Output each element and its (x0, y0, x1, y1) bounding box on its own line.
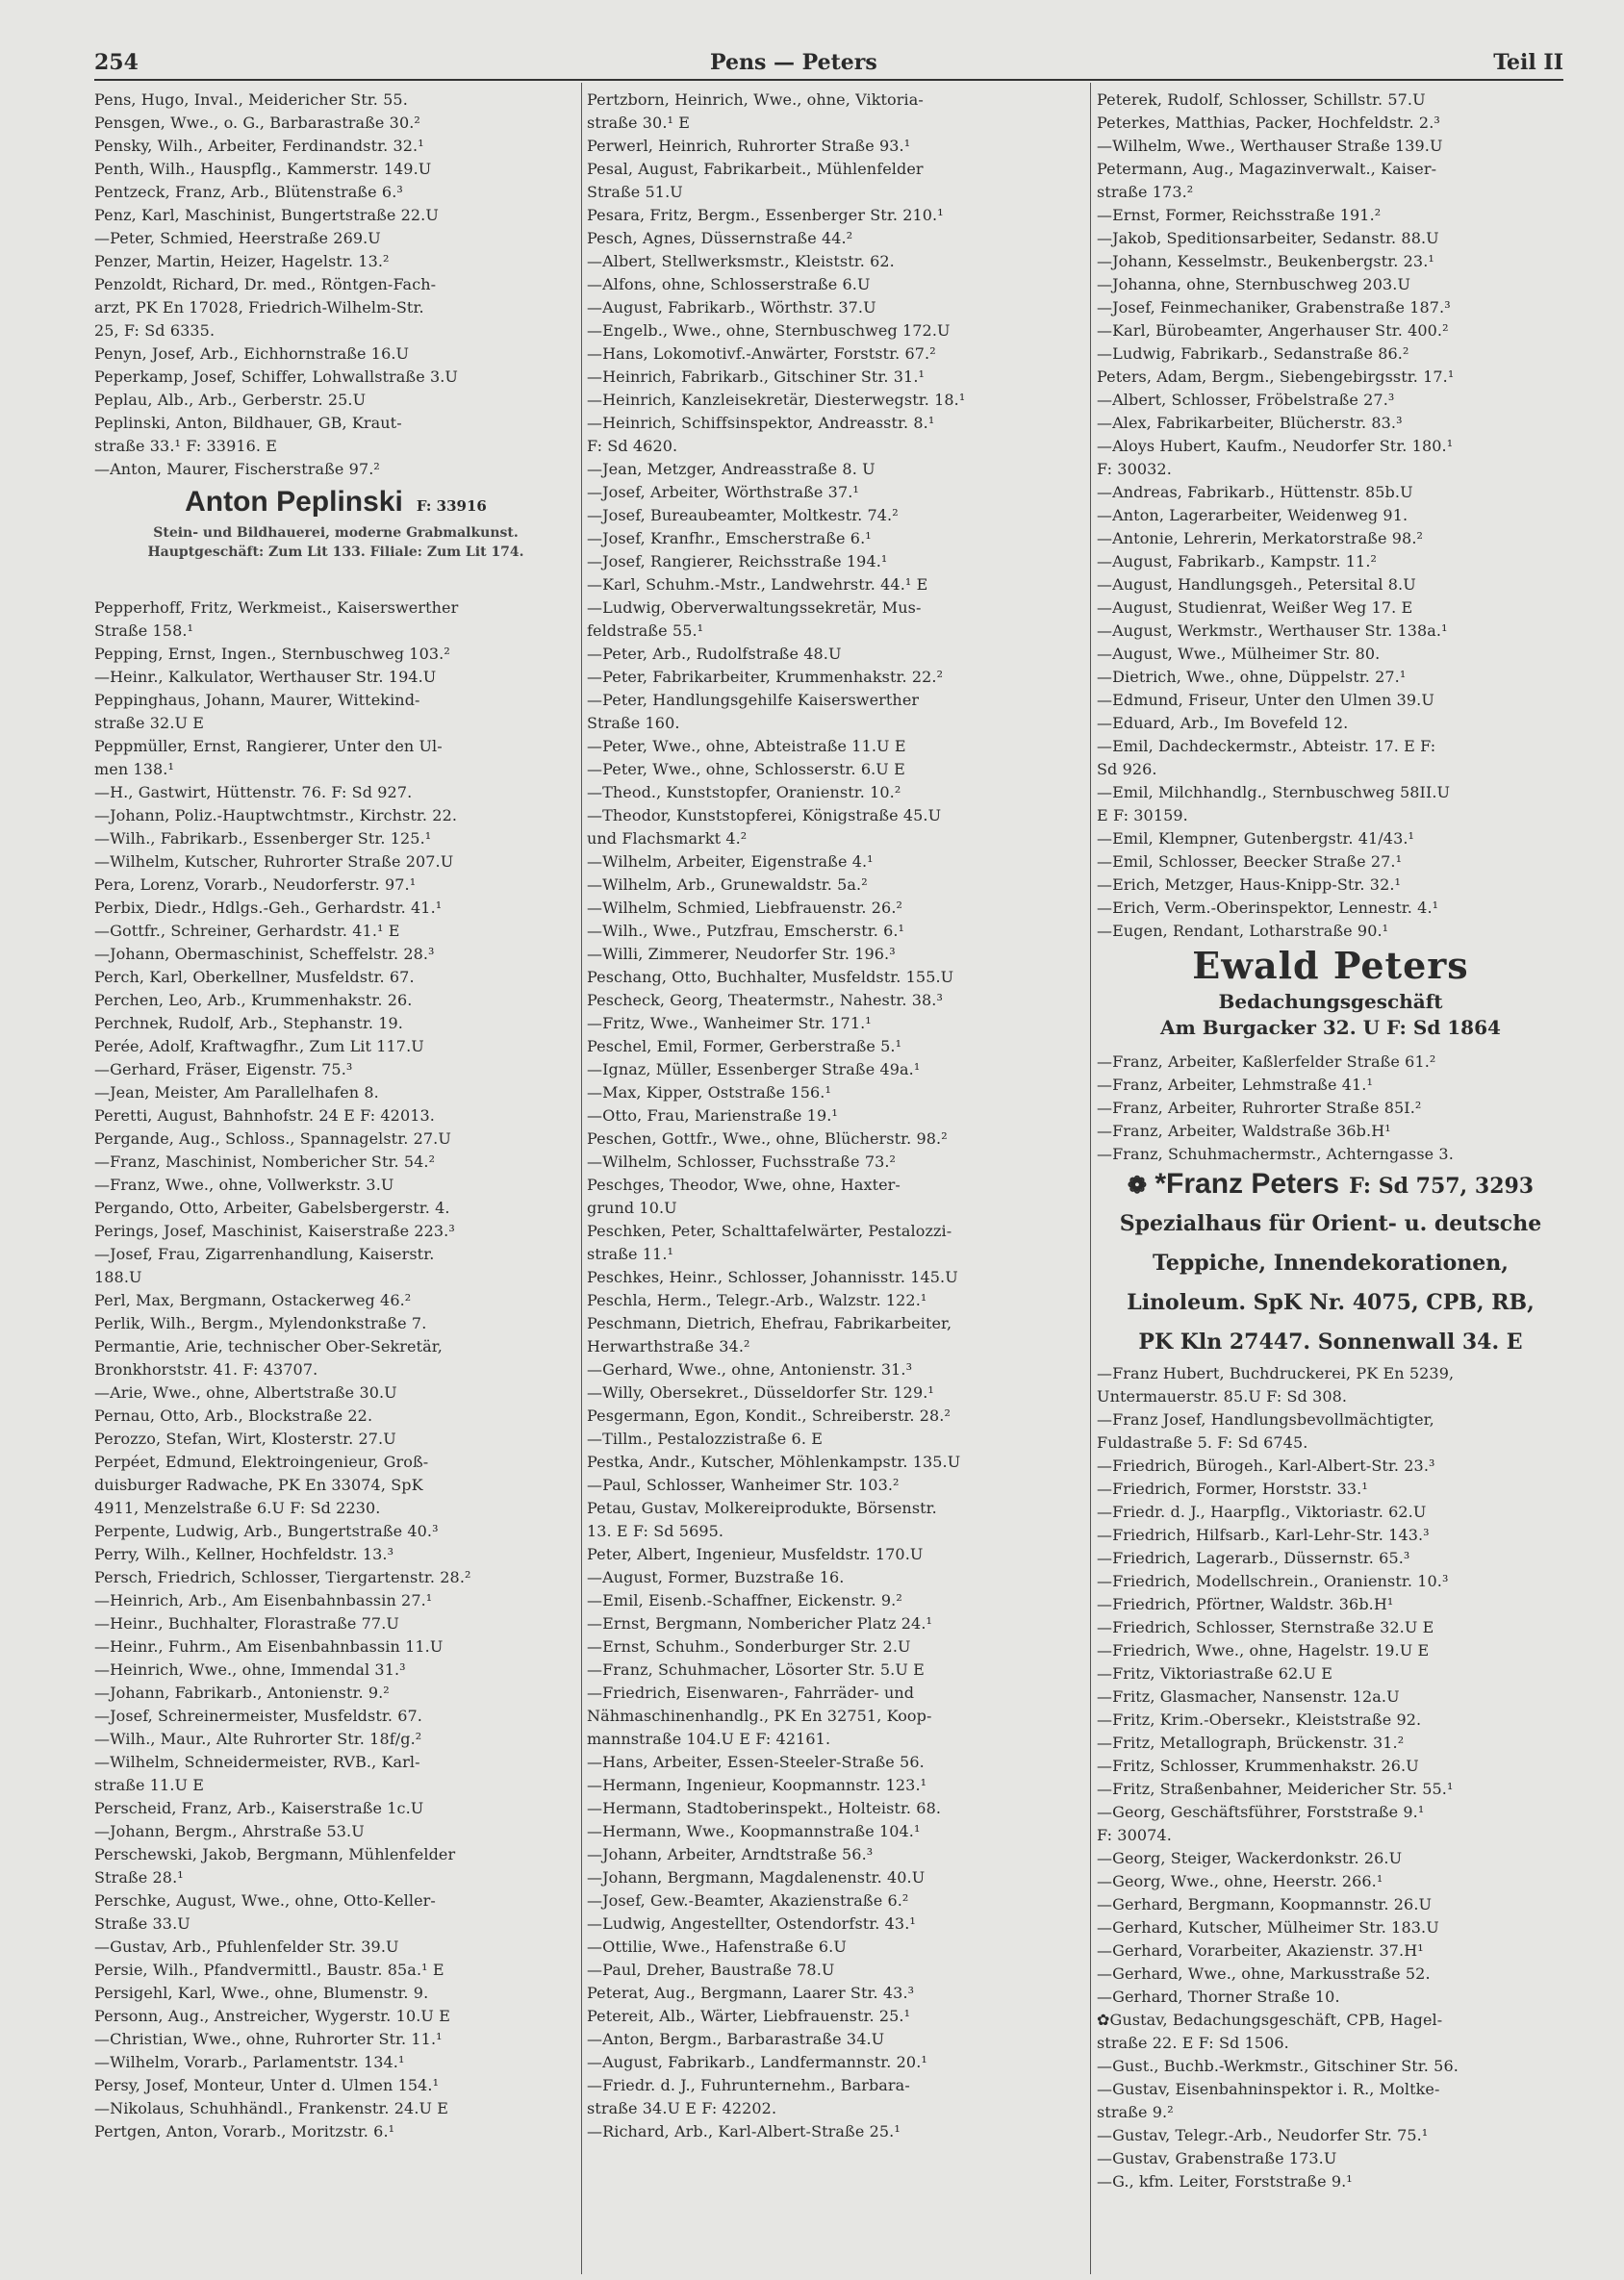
directory-entry-line: —Franz, Schuhmacher, Lösorter Str. 5.U E (587, 1660, 925, 1679)
directory-entry-line: ✿Gustav, Bedachungsgeschäft, CPB, Hagel- (1097, 2011, 1443, 2029)
directory-entry-line: Peppmüller, Ernst, Rangierer, Unter den Ul- (94, 737, 443, 755)
directory-entry-line: —Heinrich, Wwe., ohne, Immendal 31.³ (94, 1660, 406, 1679)
directory-entry-line: Peperkamp, Josef, Schiffer, Lohwallstraße 3.U (94, 367, 459, 386)
directory-entry-line: —Peter, Schmied, Heerstraße 269.U (94, 229, 381, 247)
directory-entry-line: Pesal, August, Fabrikarbeit., Mühlenfelder (587, 160, 924, 178)
advertisement-franz-peters (1097, 1166, 1564, 1362)
directory-entry-line: —Josef, Bureaubeamter, Moltkestr. 74.² (587, 506, 899, 524)
directory-entry-line: —Jean, Metzger, Andreasstraße 8. U (587, 460, 875, 478)
directory-entry-line: —Wilh., Wwe., Putzfrau, Emscherstr. 6.¹ (587, 922, 905, 940)
directory-entry-line: 13. E F: Sd 5695. (587, 1522, 724, 1540)
directory-entry-line: —Ernst, Former, Reichsstraße 191.² (1097, 206, 1382, 224)
directory-entry-line: Persie, Wilh., Pfandvermittl., Baustr. 85a.¹ E (94, 1961, 444, 1979)
directory-entry-line: Peschges, Theodor, Wwe, ohne, Haxter- (587, 1176, 901, 1194)
directory-entry-line: —August, Werkmstr., Werthauser Str. 138a.¹ (1097, 621, 1448, 640)
directory-entry-line: Nähmaschinenhandlg., PK En 32751, Koop- (587, 1707, 932, 1725)
directory-entry-line: straße 33.¹ F: 33916. E (94, 437, 278, 455)
directory-entry-line: —August, Wwe., Mülheimer Str. 80. (1097, 645, 1381, 663)
directory-entry-line: —Arie, Wwe., ohne, Albertstraße 30.U (94, 1383, 397, 1402)
directory-entry-line: —Gerhard, Bergmann, Koopmannstr. 26.U (1097, 1895, 1433, 1913)
directory-entry-line: straße 11.U E (94, 1776, 205, 1794)
directory-entry-line: —Josef, Feinmechaniker, Grabenstraße 187.³ (1097, 298, 1451, 317)
directory-entry-line: Perée, Adolf, Kraftwagfhr., Zum Lit 117.U (94, 1037, 424, 1055)
directory-entry-line: —Emil, Klempner, Gutenbergstr. 41/43.¹ (1097, 829, 1415, 848)
directory-entry-line: Perwerl, Heinrich, Ruhrorter Straße 93.¹ (587, 137, 911, 155)
directory-entry-line: Peschen, Gottfr., Wwe., ohne, Blücherstr. 98.² (587, 1129, 948, 1148)
directory-entry-line: —Wilhelm, Kutscher, Ruhrorter Straße 207.U (94, 852, 454, 871)
directory-entry-line: —Erich, Metzger, Haus-Knipp-Str. 32.¹ (1097, 875, 1402, 894)
directory-entry-line: —Eugen, Rendant, Lotharstraße 90.¹ (1097, 922, 1389, 940)
ad-title (1097, 1166, 1564, 1204)
ad-phone: F: Sd 757, 3293 (1349, 1174, 1535, 1199)
directory-entry-line: Penth, Wilh., Hauspflg., Kammerstr. 149.U (94, 160, 432, 178)
directory-entry-line: —Johann, Poliz.-Hauptwchtmstr., Kirchstr. 22. (94, 806, 458, 824)
directory-entry-line: Pernau, Otto, Arb., Blockstraße 22. (94, 1406, 373, 1425)
directory-entry-line: feldstraße 55.¹ (587, 621, 704, 640)
directory-entry-line: Pensgen, Wwe., o. G., Barbarastraße 30.² (94, 114, 420, 132)
directory-entry-line: E F: 30159. (1097, 806, 1188, 824)
directory-entry-line: —Erich, Verm.-Oberinspektor, Lennestr. 4.¹ (1097, 899, 1439, 917)
ad-title (94, 481, 577, 523)
directory-entry-line: Pensky, Wilh., Arbeiter, Ferdinandstr. 32.¹ (94, 137, 424, 155)
directory-entry-line: —Otto, Frau, Marienstraße 19.¹ (587, 1106, 838, 1125)
directory-entry-line: —Friedrich, Former, Horststr. 33.¹ (1097, 1480, 1368, 1498)
directory-entry-line: —Gerhard, Wwe., ohne, Antonienstr. 31.³ (587, 1360, 913, 1379)
directory-entry-line: —Andreas, Fabrikarb., Hüttenstr. 85b.U (1097, 483, 1413, 501)
directory-entry-line: —Fritz, Schlosser, Krummenhakstr. 26.U (1097, 1757, 1419, 1775)
column-divider (581, 83, 582, 2274)
directory-entry-line: —Anton, Bergm., Barbarastraße 34.U (587, 2030, 885, 2048)
directory-entry-line: Pesgermann, Egon, Kondit., Schreiberstr. 28.² (587, 1406, 951, 1425)
page-header (94, 50, 1563, 81)
directory-entry-line: —Gustav, Grabenstraße 173.U (1097, 2149, 1337, 2167)
directory-entry-line: —August, Handlungsgeh., Petersital 8.U (1097, 575, 1416, 594)
page-range: Pens — Peters (710, 50, 877, 75)
directory-entry-line: Fuldastraße 5. F: Sd 6745. (1097, 1433, 1308, 1452)
directory-entry-line: —Johann, Bergmann, Magdalenenstr. 40.U (587, 1868, 926, 1887)
directory-entry-line: —Willi, Zimmerer, Neudorfer Str. 196.³ (587, 945, 896, 963)
directory-entry-line: F: 30032. (1097, 460, 1172, 478)
directory-entry-line: —Franz, Arbeiter, Ruhrorter Straße 85I.² (1097, 1099, 1422, 1117)
directory-entry-line: Peschken, Peter, Schalttafelwärter, Pestalozzi- (587, 1222, 952, 1240)
directory-entry-line: —H., Gastwirt, Hüttenstr. 76. F: Sd 927. (94, 783, 413, 801)
directory-entry-line: —Johann, Kesselmstr., Beukenbergstr. 23.¹ (1097, 252, 1434, 270)
ad-line: PK Kln 27447. Sonnenwall 34. E (1138, 1330, 1523, 1355)
directory-entry-line: Persigehl, Karl, Wwe., ohne, Blumenstr. 9. (94, 1984, 429, 2002)
directory-entry-line: Perpente, Ludwig, Arb., Bungertstraße 40.³ (94, 1522, 439, 1540)
directory-entry-line: Straße 28.¹ (94, 1868, 184, 1887)
page-part: Teil II (1493, 50, 1563, 75)
ad-line: Stein- und Bildhauerei, moderne Grabmalkunst. (153, 525, 519, 541)
directory-entry-line: 188.U (94, 1268, 142, 1286)
directory-entry-line: Perlik, Wilh., Bergm., Mylendonkstraße 7. (94, 1314, 427, 1332)
directory-entry-line: —Peter, Handlungsgehilfe Kaiserswerther (587, 691, 920, 709)
directory-entry-line: straße 11.¹ (587, 1245, 674, 1263)
directory-entry-line: —Gustav, Eisenbahninspektor i. R., Moltke- (1097, 2080, 1440, 2098)
directory-entry-line: —Albert, Stellwerksmstr., Kleiststr. 62. (587, 252, 895, 270)
directory-entry-line: Penyn, Josef, Arb., Eichhornstraße 16.U (94, 344, 410, 363)
directory-entry-line: —Tillm., Pestalozzistraße 6. E (587, 1430, 823, 1448)
directory-entry-line: Peschkes, Heinr., Schlosser, Johannisstr. 145.U (587, 1268, 958, 1286)
directory-entry-line: mannstraße 104.U E F: 42161. (587, 1730, 831, 1748)
advertisement-anton-peplinski (94, 481, 577, 596)
directory-entry-line: —Gerhard, Fräser, Eigenstr. 75.³ (94, 1060, 353, 1078)
directory-entry-line: —Heinrich, Arb., Am Eisenbahnbassin 27.¹ (94, 1591, 433, 1609)
directory-entry-line: —Georg, Steiger, Wackerdonkstr. 26.U (1097, 1849, 1403, 1867)
directory-entry-line: —Heinrich, Fabrikarb., Gitschiner Str. 31.¹ (587, 367, 926, 386)
directory-entry-line: men 138.¹ (94, 760, 174, 778)
directory-entry-line: —Fritz, Krim.-Obersekr., Kleiststraße 92. (1097, 1710, 1422, 1729)
directory-entry-line: —Fritz, Viktoriastraße 62.U E (1097, 1664, 1333, 1683)
directory-entry-line: Perschke, August, Wwe., ohne, Otto-Keller- (94, 1891, 436, 1910)
directory-entry-line: —Ludwig, Angestellter, Ostendorfstr. 43.¹ (587, 1914, 916, 1933)
directory-entry-line: 4911, Menzelstraße 6.U F: Sd 2230. (94, 1499, 381, 1517)
directory-entry-line: —Gust., Buchb.-Werkmstr., Gitschiner Str. 56. (1097, 2057, 1459, 2075)
directory-entry-line: —Peter, Arb., Rudolfstraße 48.U (587, 645, 842, 663)
directory-entry-line: Perchen, Leo, Arb., Krummenhakstr. 26. (94, 991, 413, 1009)
ad-name: Anton Peplinski (185, 486, 403, 518)
directory-entry-line: Perpéet, Edmund, Elektroingenieur, Groß- (94, 1453, 429, 1471)
directory-entry-line: —Christian, Wwe., ohne, Ruhrorter Str. 11.¹ (94, 2030, 443, 2048)
directory-entry-line: —Wilhelm, Schneidermeister, RVB., Karl- (94, 1753, 420, 1771)
directory-entry-line: Persch, Friedrich, Schlosser, Tiergartenstr. 28.² (94, 1568, 471, 1586)
directory-entry-line: Peppinghaus, Johann, Maurer, Wittekind- (94, 691, 420, 709)
directory-entry-line: —Friedr. d. J., Haarpflg., Viktoriastr. 62.U (1097, 1503, 1427, 1521)
directory-entry-line: —Josef, Arbeiter, Wörthstraße 37.¹ (587, 483, 859, 501)
directory-entry-line: —Heinrich, Schiffsinspektor, Andreasstr. 8.¹ (587, 414, 935, 432)
directory-entry-line: —Karl, Schuhm.-Mstr., Landwehrstr. 44.¹ E (587, 575, 928, 594)
directory-entry-line: —Wilhelm, Wwe., Werthauser Straße 139.U (1097, 137, 1443, 155)
ad-line: Hauptgeschäft: Zum Lit 133. Filiale: Zum Lit 174. (147, 545, 524, 560)
directory-entry-line: —Heinr., Fuhrm., Am Eisenbahnbassin 11.U (94, 1637, 444, 1656)
directory-entry-line: —Ernst, Schuhm., Sonderburger Str. 2.U (587, 1637, 911, 1656)
directory-entry-line: straße 9.² (1097, 2103, 1174, 2121)
directory-entry-line: —Fritz, Straßenbahner, Meidericher Str. 55.¹ (1097, 1780, 1454, 1798)
directory-entry-line: —Peter, Wwe., ohne, Schlosserstr. 6.U E (587, 760, 905, 778)
directory-entry-line: —Friedrich, Pförtner, Waldstr. 36b.H¹ (1097, 1595, 1394, 1613)
directory-entry-line: —Anton, Maurer, Fischerstraße 97.² (94, 460, 380, 478)
directory-entry-line: —Emil, Schlosser, Beecker Straße 27.¹ (1097, 852, 1403, 871)
directory-entry-line: grund 10.U (587, 1199, 677, 1217)
directory-entry-line: —Paul, Dreher, Baustraße 78.U (587, 1961, 835, 1979)
directory-entry-line: duisburger Radwache, PK En 33074, SpK (94, 1476, 423, 1494)
directory-entry-line: —Gustav, Arb., Pfuhlenfelder Str. 39.U (94, 1938, 399, 1956)
directory-entry-line: Penzer, Martin, Heizer, Hagelstr. 13.² (94, 252, 390, 270)
directory-entry-line: —Franz, Schuhmachermstr., Achterngasse 3. (1097, 1145, 1454, 1163)
directory-entry-line: —Gottfr., Schreiner, Gerhardstr. 41.¹ E (94, 922, 400, 940)
directory-entry-line: —Josef, Frau, Zigarrenhandlung, Kaiserstr. (94, 1245, 435, 1263)
directory-entry-line: Permantie, Arie, technischer Ober-Sekretär, (94, 1337, 443, 1355)
directory-entry-line: Petereit, Alb., Wärter, Liebfrauenstr. 25.¹ (587, 2007, 911, 2025)
directory-entry-line: Peterkes, Matthias, Packer, Hochfeldstr. 2.³ (1097, 114, 1440, 132)
directory-entry-line: —Richard, Arb., Karl-Albert-Straße 25.¹ (587, 2122, 901, 2141)
directory-entry-line: —Georg, Wwe., ohne, Heerstr. 266.¹ (1097, 1872, 1383, 1890)
directory-entry-line: Peschang, Otto, Buchhalter, Musfeldstr. 155.U (587, 968, 954, 986)
directory-entry-line: —Wilh., Maur., Alte Ruhrorter Str. 18f/g.² (94, 1730, 422, 1748)
directory-entry-line: straße 32.U E (94, 714, 205, 732)
directory-entry-line: Pertzborn, Heinrich, Wwe., ohne, Viktoria- (587, 90, 924, 109)
directory-entry-line: 25, F: Sd 6335. (94, 321, 216, 340)
directory-entry-line: Peretti, August, Bahnhofstr. 24 E F: 42013. (94, 1106, 435, 1125)
directory-entry-line: —Ludwig, Fabrikarb., Sedanstraße 86.² (1097, 344, 1409, 363)
directory-entry-line: —Fritz, Wwe., Wanheimer Str. 171.¹ (587, 1014, 872, 1032)
page-number: 254 (94, 50, 139, 75)
directory-entry-line: Perschewski, Jakob, Bergmann, Mühlenfelder (94, 1845, 456, 1863)
directory-entry-line: Peschel, Emil, Former, Gerberstraße 5.¹ (587, 1037, 902, 1055)
directory-entry-line: Peplau, Alb., Arb., Gerberstr. 25.U (94, 391, 367, 409)
directory-entry-line: straße 30.¹ E (587, 114, 690, 132)
directory-entry-line: —Johann, Bergm., Ahrstraße 53.U (94, 1822, 365, 1840)
directory-entry-line: Perry, Wilh., Kellner, Hochfeldstr. 13.³ (94, 1545, 394, 1563)
directory-entry-line: Pepping, Ernst, Ingen., Sternbuschweg 103.² (94, 645, 450, 663)
directory-entry-line: —Gerhard, Thorner Straße 10. (1097, 1988, 1340, 2006)
directory-entry-line: —Wilhelm, Arbeiter, Eigenstraße 4.¹ (587, 852, 874, 871)
directory-entry-line: —Dietrich, Wwe., ohne, Düppelstr. 27.¹ (1097, 668, 1407, 686)
directory-entry-line: —Willy, Obersekret., Düsseldorfer Str. 129.¹ (587, 1383, 934, 1402)
directory-entry-line: —Franz, Maschinist, Nombericher Str. 54.² (94, 1153, 436, 1171)
directory-entry-line: Peters, Adam, Bergm., Siebengebirgsstr. 17.¹ (1097, 367, 1455, 386)
directory-entry-line: straße 34.U E F: 42202. (587, 2099, 777, 2117)
ad-line: Am Burgacker 32. U F: Sd 1864 (1160, 1016, 1501, 1039)
column-divider (1090, 83, 1091, 2274)
directory-entry-line: Pentzeck, Franz, Arb., Blütenstraße 6.³ (94, 183, 403, 201)
directory-entry-line: —August, Fabrikarb., Wörthstr. 37.U (587, 298, 876, 317)
directory-entry-line: —Eduard, Arb., Im Bovefeld 12. (1097, 714, 1349, 732)
directory-entry-line: —Max, Kipper, Oststraße 156.¹ (587, 1083, 831, 1102)
directory-entry-line: Perozzo, Stefan, Wirt, Klosterstr. 27.U (94, 1430, 396, 1448)
directory-entry-line: —Fritz, Metallograph, Brückenstr. 31.² (1097, 1734, 1405, 1752)
directory-entry-line: —Peter, Wwe., ohne, Abteistraße 11.U E (587, 737, 906, 755)
directory-entry-line: —Wilh., Fabrikarb., Essenberger Str. 125.¹ (94, 829, 432, 848)
directory-entry-line: Perchnek, Rudolf, Arb., Stephanstr. 19. (94, 1014, 403, 1032)
advertisement-ewald-peters (1097, 943, 1564, 1051)
directory-entry-line: —Friedrich, Modellschrein., Oranienstr. 10.³ (1097, 1572, 1449, 1590)
directory-entry-line: —Hermann, Stadtoberinspekt., Holteistr. 68. (587, 1799, 942, 1817)
directory-entry-line: Perscheid, Franz, Arb., Kaiserstraße 1c.U (94, 1799, 424, 1817)
directory-entry-line: —Hans, Lokomotivf.-Anwärter, Forststr. 67.² (587, 344, 936, 363)
directory-entry-line: —Emil, Milchhandlg., Sternbuschweg 58II.U (1097, 783, 1451, 801)
directory-entry-line: Persy, Josef, Monteur, Unter d. Ulmen 154.¹ (94, 2076, 440, 2094)
directory-entry-line: —Ludwig, Oberverwaltungssekretär, Mus- (587, 598, 922, 617)
directory-entry-line: Herwarthstraße 34.² (587, 1337, 750, 1355)
directory-entry-line: —Franz, Arbeiter, Lehmstraße 41.¹ (1097, 1076, 1373, 1094)
directory-entry-line: —Franz, Wwe., ohne, Vollwerkstr. 3.U (94, 1176, 394, 1194)
directory-entry-line: —Wilhelm, Schmied, Liebfrauenstr. 26.² (587, 899, 903, 917)
directory-entry-line: Pescheck, Georg, Theatermstr., Nahestr. 38.³ (587, 991, 944, 1009)
directory-entry-line: —Heinr., Buchhalter, Florastraße 77.U (94, 1614, 399, 1633)
directory-entry-line: —Friedrich, Lagerarb., Düssernstr. 65.³ (1097, 1549, 1410, 1567)
directory-entry-line: —Jean, Meister, Am Parallelhafen 8. (94, 1083, 379, 1102)
column-3 (1097, 89, 1564, 2193)
directory-entry-line: —Ernst, Bergmann, Nombericher Platz 24.¹ (587, 1614, 933, 1633)
directory-entry-line: —Anton, Lagerarbeiter, Weidenweg 91. (1097, 506, 1408, 524)
directory-entry-line: —Engelb., Wwe., ohne, Sternbuschweg 172.U (587, 321, 951, 340)
directory-entry-line: —Emil, Eisenb.-Schaffner, Eickenstr. 9.² (587, 1591, 902, 1609)
directory-entry-line: Sd 926. (1097, 760, 1157, 778)
directory-entry-line: —Peter, Fabrikarbeiter, Krummenhakstr. 22.² (587, 668, 944, 686)
directory-entry-line: Straße 158.¹ (94, 621, 194, 640)
directory-entry-line: Pertgen, Anton, Vorarb., Moritzstr. 6.¹ (94, 2122, 395, 2141)
directory-entry-line: —August, Fabrikarb., Landfermannstr. 20.¹ (587, 2053, 927, 2071)
directory-entry-line: —Emil, Dachdeckermstr., Abteistr. 17. E F: (1097, 737, 1436, 755)
directory-entry-line: —Alex, Fabrikarbeiter, Blücherstr. 83.³ (1097, 414, 1403, 432)
directory-entry-line: —Josef, Gew.-Beamter, Akazienstraße 6.² (587, 1891, 909, 1910)
directory-entry-line: —Friedrich, Schlosser, Sternstraße 32.U E (1097, 1618, 1434, 1636)
directory-entry-line: —Hans, Arbeiter, Essen-Steeler-Straße 56. (587, 1753, 925, 1771)
directory-entry-line: —Paul, Schlosser, Wanheimer Str. 103.² (587, 1476, 900, 1494)
directory-entry-line: Bronkhorststr. 41. F: 43707. (94, 1360, 318, 1379)
directory-entry-line: —Gerhard, Vorarbeiter, Akazienstr. 37.H¹ (1097, 1941, 1424, 1960)
directory-entry-line: —Friedrich, Hilfsarb., Karl-Lehr-Str. 143.³ (1097, 1526, 1430, 1544)
directory-entry-line: —Ignaz, Müller, Essenberger Straße 49a.¹ (587, 1060, 921, 1078)
directory-entry-line: —Heinrich, Kanzleisekretär, Diesterwegstr. 18.¹ (587, 391, 966, 409)
ad-name: *Franz Peters (1155, 1168, 1340, 1200)
directory-entry-line: —Gerhard, Kutscher, Mülheimer Str. 183.U (1097, 1918, 1439, 1937)
directory-entry-line: —Friedrich, Eisenwaren-, Fahrräder- und (587, 1684, 915, 1702)
directory-entry-line: —Wilhelm, Schlosser, Fuchsstraße 73.² (587, 1153, 897, 1171)
directory-entry-line: —Josef, Kranfhr., Emscherstraße 6.¹ (587, 529, 872, 547)
directory-entry-line: —Franz, Arbeiter, Kaßlerfelder Straße 61.² (1097, 1052, 1436, 1071)
directory-entry-line: —August, Studienrat, Weißer Weg 17. E (1097, 598, 1413, 617)
directory-entry-line: —Edmund, Friseur, Unter den Ulmen 39.U (1097, 691, 1434, 709)
directory-entry-line: —Aloys Hubert, Kaufm., Neudorfer Str. 180.¹ (1097, 437, 1454, 455)
directory-entry-line: —Friedrich, Bürogeh., Karl-Albert-Str. 23.³ (1097, 1457, 1435, 1475)
directory-entry-line: Peschmann, Dietrich, Ehefrau, Fabrikarbeiter, (587, 1314, 952, 1332)
directory-entry-line: F: Sd 4620. (587, 437, 678, 455)
directory-entry-line: —Nikolaus, Schuhhändl., Frankenstr. 24.U E (94, 2099, 449, 2117)
directory-entry-line: Straße 51.U (587, 183, 683, 201)
ad-line: Linoleum. SpK Nr. 4075, CPB, RB, (1127, 1290, 1535, 1315)
directory-entry-line: Perbix, Diedr., Hdlgs.-Geh., Gerhardstr. 41.¹ (94, 899, 443, 917)
directory-entry-line: Pera, Lorenz, Vorarb., Neudorferstr. 97.¹ (94, 875, 417, 894)
directory-entry-line: —Johann, Fabrikarb., Antonienstr. 9.² (94, 1684, 390, 1702)
directory-entry-line: —August, Former, Buzstraße 16. (587, 1568, 845, 1586)
directory-entry-line: Penz, Karl, Maschinist, Bungertstraße 22.U (94, 206, 439, 224)
directory-entry-line: —Johann, Obermaschinist, Scheffelstr. 28.³ (94, 945, 435, 963)
directory-entry-line: —Antonie, Lehrerin, Merkatorstraße 98.² (1097, 529, 1424, 547)
directory-entry-line: —Wilhelm, Arb., Grunewaldstr. 5a.² (587, 875, 868, 894)
directory-entry-line: Straße 33.U (94, 1914, 190, 1933)
directory-entry-line: —Albert, Schlosser, Fröbelstraße 27.³ (1097, 391, 1395, 409)
directory-entry-line: Petermann, Aug., Magazinverwalt., Kaiser- (1097, 160, 1437, 178)
directory-entry-line: straße 173.² (1097, 183, 1194, 201)
directory-entry-line: arzt, PK En 17028, Friedrich-Wilhelm-Str. (94, 298, 424, 317)
directory-entry-line: —Franz Josef, Handlungsbevollmächtigter, (1097, 1410, 1434, 1429)
directory-entry-line: straße 22. E F: Sd 1506. (1097, 2034, 1289, 2052)
directory-entry-line: —Jakob, Speditionsarbeiter, Sedanstr. 88.U (1097, 229, 1439, 247)
directory-entry-line: —Gustav, Telegr.-Arb., Neudorfer Str. 75.¹ (1097, 2126, 1429, 2144)
directory-entry-line: Peplinski, Anton, Bildhauer, GB, Kraut- (94, 414, 402, 432)
directory-entry-line: —Franz Hubert, Buchdruckerei, PK En 5239, (1097, 1364, 1455, 1382)
directory-entry-line: Perch, Karl, Oberkellner, Musfeldstr. 67. (94, 968, 415, 986)
column-2 (587, 89, 1083, 2143)
directory-entry-line: —Johann, Arbeiter, Arndtstraße 56.³ (587, 1845, 874, 1863)
directory-entry-line: —Ottilie, Wwe., Hafenstraße 6.U (587, 1938, 847, 1956)
directory-entry-line: Pergande, Aug., Schloss., Spannagelstr. 27.U (94, 1129, 451, 1148)
column-1 (94, 89, 577, 2143)
directory-entry-line: Peterat, Aug., Bergmann, Laarer Str. 43.³ (587, 1984, 915, 2002)
directory-entry-line: —August, Fabrikarb., Kampstr. 11.² (1097, 552, 1378, 570)
directory-entry-line: Pestka, Andr., Kutscher, Möhlenkampstr. 135.U (587, 1453, 961, 1471)
directory-entry-line: —Theod., Kunststopfer, Oranienstr. 10.² (587, 783, 901, 801)
ad-line: Teppiche, Innendekorationen, (1153, 1251, 1509, 1276)
directory-entry-line: Peterek, Rudolf, Schlosser, Schillstr. 57.U (1097, 90, 1426, 109)
directory-entry-line: Pesara, Fritz, Bergm., Essenberger Str. 210.¹ (587, 206, 944, 224)
directory-entry-line: —Karl, Bürobeamter, Angerhauser Str. 400.² (1097, 321, 1449, 340)
directory-entry-line: —Fritz, Glasmacher, Nansenstr. 12a.U (1097, 1687, 1400, 1706)
ad-line: Spezialhaus für Orient- u. deutsche (1119, 1211, 1542, 1236)
directory-entry-line: —Josef, Schreinermeister, Musfeldstr. 67. (94, 1707, 422, 1725)
directory-entry-line: Peter, Albert, Ingenieur, Musfeldstr. 170.U (587, 1545, 924, 1563)
directory-entry-line: Pergando, Otto, Arbeiter, Gabelsbergerstr. 4. (94, 1199, 450, 1217)
directory-entry-line: —Hermann, Ingenieur, Koopmannstr. 123.¹ (587, 1776, 927, 1794)
directory-entry-line: —Friedrich, Wwe., ohne, Hagelstr. 19.U E (1097, 1641, 1430, 1659)
directory-entry-line: —Friedr. d. J., Fuhrunternehm., Barbara- (587, 2076, 910, 2094)
directory-entry-line: —Theodor, Kunststopferei, Königstraße 45.U (587, 806, 942, 824)
ad-phone: F: 33916 (416, 497, 487, 515)
directory-entry-line: —Alfons, ohne, Schlosserstraße 6.U (587, 275, 871, 293)
directory-entry-line: Pens, Hugo, Inval., Meidericher Str. 55. (94, 90, 408, 109)
directory-entry-line: —Johanna, ohne, Sternbuschweg 203.U (1097, 275, 1411, 293)
wreath-icon: ❁ (1127, 1171, 1155, 1199)
ad-line: Bedachungsgeschäft (1218, 990, 1443, 1013)
directory-entry-line: —Georg, Geschäftsführer, Forststraße 9.¹ (1097, 1803, 1425, 1821)
directory-entry-line: Personn, Aug., Anstreicher, Wygerstr. 10.U E (94, 2007, 450, 2025)
directory-entry-line: Pesch, Agnes, Düssernstraße 44.² (587, 229, 853, 247)
directory-entry-line: Straße 160. (587, 714, 680, 732)
directory-entry-line: —Hermann, Wwe., Koopmannstraße 104.¹ (587, 1822, 921, 1840)
directory-entry-line: Peschla, Herm., Telegr.-Arb., Walzstr. 122.¹ (587, 1291, 927, 1309)
directory-entry-line: Untermauerstr. 85.U F: Sd 308. (1097, 1387, 1348, 1406)
directory-entry-line: —Heinr., Kalkulator, Werthauser Str. 194.U (94, 668, 437, 686)
directory-entry-line: —G., kfm. Leiter, Forststraße 9.¹ (1097, 2172, 1353, 2191)
directory-entry-line: —Gerhard, Wwe., ohne, Markusstraße 52. (1097, 1964, 1431, 1983)
directory-entry-line: —Josef, Rangierer, Reichsstraße 194.¹ (587, 552, 888, 570)
directory-entry-line: Penzoldt, Richard, Dr. med., Röntgen-Fach- (94, 275, 437, 293)
directory-entry-line: F: 30074. (1097, 1826, 1172, 1844)
directory-entry-line: Perings, Josef, Maschinist, Kaiserstraße 223.³ (94, 1222, 455, 1240)
directory-entry-line: Perl, Max, Bergmann, Ostackerweg 46.² (94, 1291, 412, 1309)
directory-entry-line: —Wilhelm, Vorarb., Parlamentstr. 134.¹ (94, 2053, 405, 2071)
directory-entry-line: —Franz, Arbeiter, Waldstraße 36b.H¹ (1097, 1122, 1391, 1140)
ad-name: Ewald Peters (1192, 944, 1469, 987)
directory-entry-line: Pepperhoff, Fritz, Werkmeist., Kaiserswerther (94, 598, 459, 617)
directory-entry-line: Petau, Gustav, Molkereiprodukte, Börsenstr. (587, 1499, 937, 1517)
directory-entry-line: und Flachsmarkt 4.² (587, 829, 748, 848)
